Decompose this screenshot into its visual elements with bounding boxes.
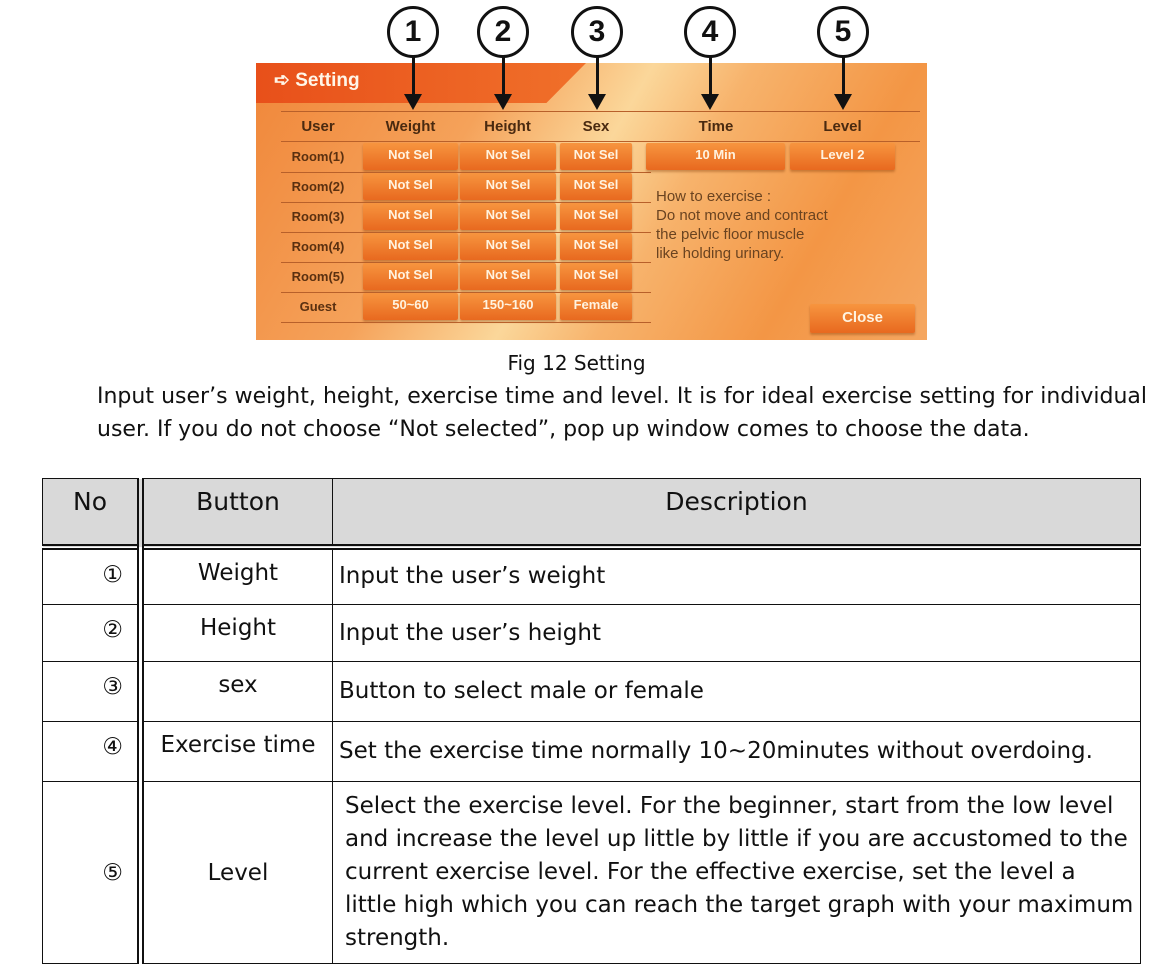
row-button-name: Height [141, 605, 333, 662]
weight-button[interactable]: Not Sel [363, 173, 458, 200]
row-description: Input the user’s height [333, 605, 1141, 662]
weight-button[interactable]: Not Sel [363, 203, 458, 230]
how-to-exercise [656, 187, 916, 263]
header-weight: Weight [385, 118, 436, 135]
howto-line: How to exercise : [656, 188, 772, 205]
col-description: Description [333, 479, 1141, 547]
arrow-icon: ➪ [274, 70, 296, 91]
description-paragraph: Input user’s weight, height, exercise time and level. It is for ideal exercise setting for individual user. If you do not choose “Not selected”, pop up window comes to choose the data. [97, 384, 1147, 442]
callout-2: 2 [477, 6, 529, 58]
sex-button[interactable]: Not Sel [560, 263, 632, 290]
sex-button[interactable]: Female [560, 293, 632, 320]
height-button[interactable]: Not Sel [460, 203, 556, 230]
header-level: Level [823, 118, 862, 135]
user-label: Room(1) [291, 149, 345, 164]
height-button[interactable]: 150~160 [460, 293, 556, 320]
row-number: ③ [43, 662, 141, 722]
header-height: Height [484, 118, 531, 135]
sex-button[interactable]: Not Sel [560, 233, 632, 260]
weight-button[interactable]: Not Sel [363, 143, 458, 170]
user-label: Guest [299, 299, 337, 314]
table-row [43, 605, 1141, 662]
sex-button[interactable]: Not Sel [560, 143, 632, 170]
row-number: ① [43, 547, 141, 605]
col-button: Button [141, 479, 333, 547]
arrow-3 [596, 56, 599, 106]
button-description-table [42, 478, 1141, 964]
row-description: Set the exercise time normally 10∼20minutes without overdoing. [333, 722, 1141, 782]
height-button[interactable]: Not Sel [460, 173, 556, 200]
table-row [43, 782, 1141, 964]
callout-4: 4 [684, 6, 736, 58]
row-button-name: sex [141, 662, 333, 722]
height-button[interactable]: Not Sel [460, 143, 556, 170]
height-button[interactable]: Not Sel [460, 233, 556, 260]
howto-line: the pelvic floor muscle [656, 226, 805, 243]
arrow-1 [412, 56, 415, 106]
weight-button[interactable]: Not Sel [363, 233, 458, 260]
height-button[interactable]: Not Sel [460, 263, 556, 290]
row-number: ② [43, 605, 141, 662]
col-no: No [43, 479, 141, 547]
setting-title [274, 69, 360, 92]
user-label: Room(4) [291, 239, 345, 254]
weight-button[interactable]: 50~60 [363, 293, 458, 320]
user-label: Room(3) [291, 209, 345, 224]
row-button-name: Weight [141, 547, 333, 605]
time-button[interactable]: 10 Min [646, 143, 785, 170]
table-row [43, 722, 1141, 782]
header-time: Time [698, 118, 734, 135]
level-button[interactable]: Level 2 [790, 143, 895, 170]
sex-button[interactable]: Not Sel [560, 173, 632, 200]
weight-button[interactable]: Not Sel [363, 263, 458, 290]
header-sex: Sex [582, 118, 610, 135]
row-button-name: Exercise time [141, 722, 333, 782]
close-button[interactable]: Close [810, 304, 915, 333]
howto-line: like holding urinary. [656, 245, 785, 262]
table-row [43, 662, 1141, 722]
callout-1: 1 [387, 6, 439, 58]
row-number: ⑤ [43, 782, 141, 964]
callout-5: 5 [817, 6, 869, 58]
user-label: Room(2) [291, 179, 345, 194]
figure-caption: Fig 12 Setting [507, 351, 646, 375]
arrow-5 [842, 56, 845, 106]
row-description: Select the exercise level. For the beginner, start from the low level and increase the level up little by little if you are accustomed to the current exercise level. For the effective exercise, set the level a little high which you can reach the target graph with your maximum strength. [333, 782, 1141, 964]
row-button-name: Level [141, 782, 333, 964]
arrow-2 [502, 56, 505, 106]
row-number: ④ [43, 722, 141, 782]
sex-button[interactable]: Not Sel [560, 203, 632, 230]
row-description: Input the user’s weight [333, 547, 1141, 605]
header-user: User [301, 118, 335, 135]
setting-title-text: Setting [295, 70, 360, 91]
arrow-4 [709, 56, 712, 106]
howto-line: Do not move and contract [656, 207, 828, 224]
row-description: Button to select male or female [333, 662, 1141, 722]
table-row [43, 547, 1141, 605]
callout-3: 3 [571, 6, 623, 58]
user-label: Room(5) [291, 269, 345, 284]
